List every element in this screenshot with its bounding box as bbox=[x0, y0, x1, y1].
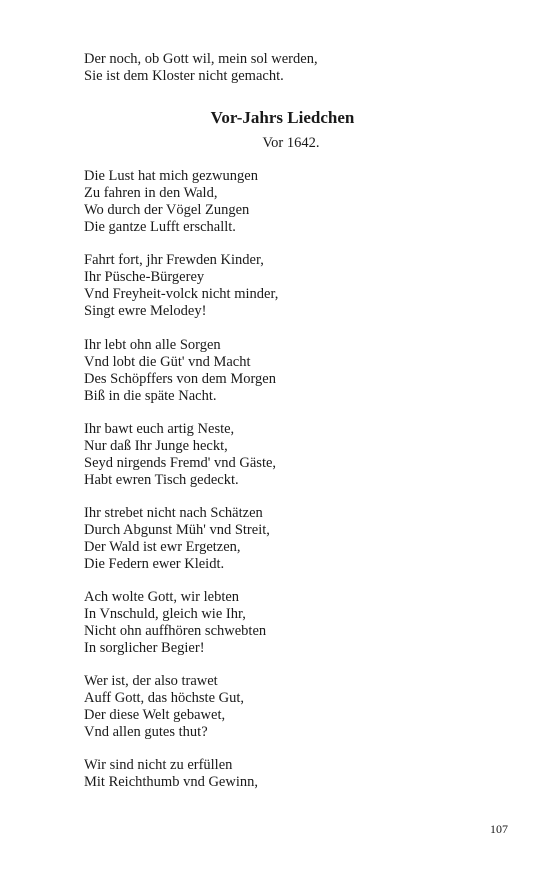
verse-line: Ihr Püsche-Bürgerey bbox=[84, 269, 205, 285]
verse-line: Ach wolte Gott, wir lebten bbox=[84, 589, 240, 605]
text-line: Sie ist dem Kloster nicht gemacht. bbox=[84, 68, 284, 84]
verse-line: Vnd Freyheit-volck nicht minder, bbox=[84, 286, 279, 302]
text-line: Der noch, ob Gott wil, mein sol werden, bbox=[84, 51, 318, 67]
verse-line: Ihr bawt euch artig Neste, bbox=[84, 421, 235, 437]
verse-line: Die gantze Lufft erschallt. bbox=[84, 219, 236, 235]
verse-line: Mit Reichthumb vnd Gewinn, bbox=[84, 774, 258, 790]
verse-line: Die Lust hat mich gezwungen bbox=[84, 168, 258, 184]
verse-line: Nicht ohn auffhören schwebten bbox=[84, 623, 267, 639]
verse-line: Habt ewren Tisch gedeckt. bbox=[84, 472, 239, 488]
verse-line: Seyd nirgends Fremd' vnd Gäste, bbox=[84, 455, 277, 471]
verse-line: Durch Abgunst Müh' vnd Streit, bbox=[84, 522, 270, 538]
verse-line: Vnd allen gutes thut? bbox=[84, 724, 208, 740]
verse-line: Der Wald ist ewr Ergetzen, bbox=[84, 539, 241, 555]
verse-line: Zu fahren in den Wald, bbox=[84, 185, 218, 201]
verse-line: Die Federn ewer Kleidt. bbox=[84, 556, 225, 572]
verse-line: Vnd lobt die Güt' vnd Macht bbox=[84, 354, 251, 370]
verse-line: Ihr strebet nicht nach Schätzen bbox=[84, 505, 263, 521]
verse-line: Auff Gott, das höchste Gut, bbox=[84, 690, 245, 706]
verse-line: Fahrt fort, jhr Frewden Kinder, bbox=[84, 252, 264, 268]
poem-subtitle: Vor 1642. bbox=[262, 135, 320, 151]
verse-line: Wir sind nicht zu erfüllen bbox=[84, 757, 233, 773]
verse-line: Des Schöpffers von dem Morgen bbox=[84, 371, 276, 387]
verse-line: Nur daß Ihr Junge heckt, bbox=[84, 438, 228, 454]
verse-line: In sorglicher Begier! bbox=[84, 640, 205, 656]
verse-line: Der diese Welt gebawet, bbox=[84, 707, 226, 723]
verse-line: Singt ewre Melodey! bbox=[84, 303, 207, 319]
page-number: 107 bbox=[490, 822, 508, 836]
verse-line: In Vnschuld, gleich wie Ihr, bbox=[84, 606, 246, 622]
poem-title: Vor-Jahrs Liedchen bbox=[210, 108, 355, 127]
verse-line: Ihr lebt ohn alle Sorgen bbox=[84, 337, 221, 353]
verse-line: Biß in die späte Nacht. bbox=[84, 388, 217, 404]
verse-line: Wo durch der Vögel Zungen bbox=[84, 202, 250, 218]
verse-line: Wer ist, der also trawet bbox=[84, 673, 218, 689]
